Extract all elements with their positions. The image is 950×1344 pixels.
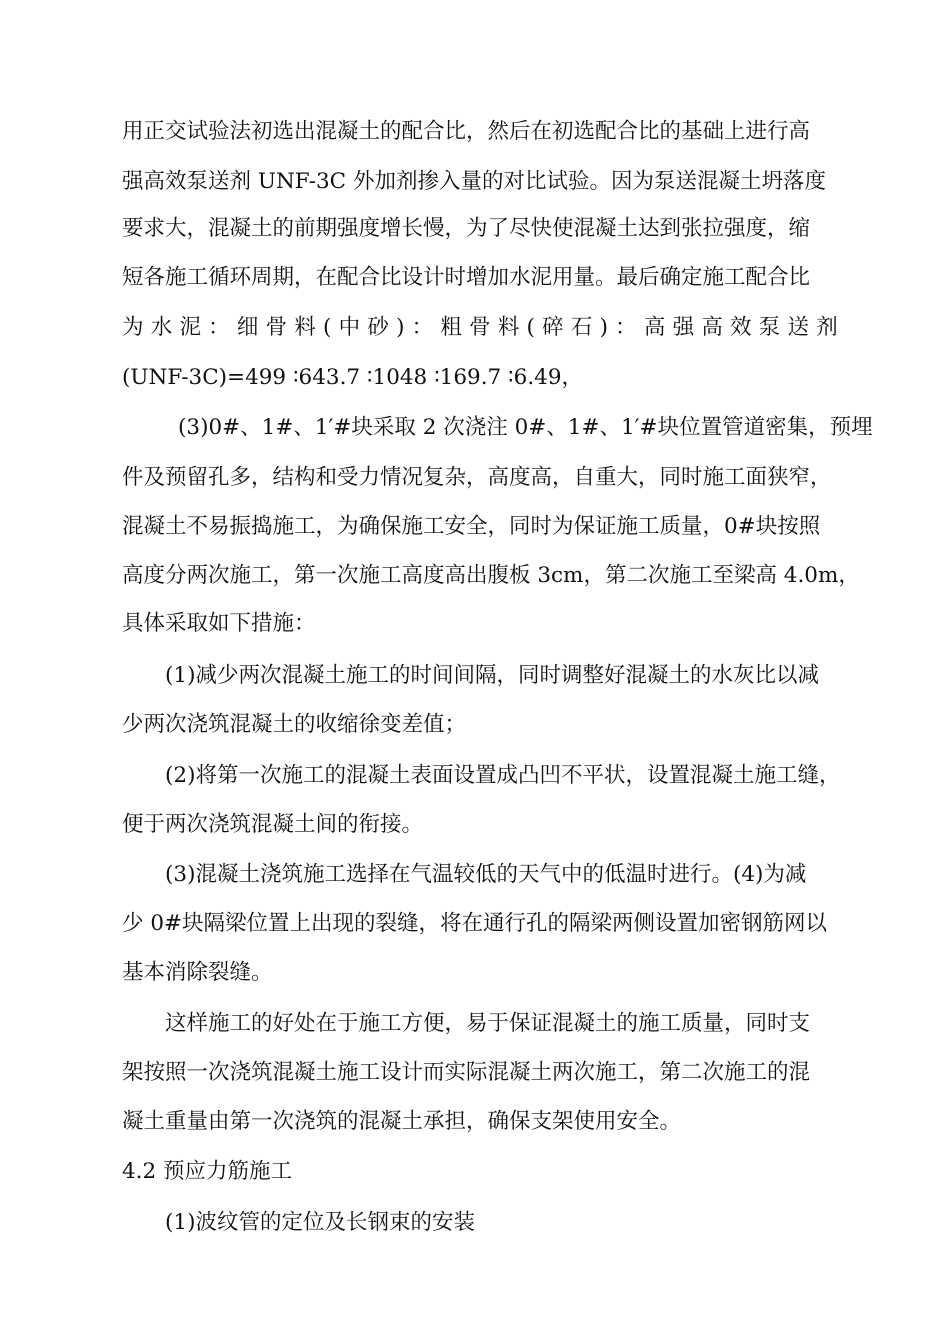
glyph: ( bbox=[323, 315, 332, 340]
text-line: 用正交试验法初选出混凝土的配合比，然后在初选配合比的基础上进行高 bbox=[122, 119, 811, 144]
paragraph-first-line: (3)混凝土浇筑施工选择在气温较低的天气中的低温时进行。(4)为减 bbox=[165, 862, 807, 887]
glyph: 效 bbox=[730, 315, 752, 340]
glyph: 骨 bbox=[469, 315, 491, 340]
glyph: 骨 bbox=[265, 315, 288, 340]
text-line-justified bbox=[122, 308, 838, 348]
glyph: 水 bbox=[150, 315, 173, 340]
text-line: 便于两次浇筑混凝土间的衔接。 bbox=[122, 812, 424, 837]
glyph: 剂 bbox=[816, 315, 838, 340]
glyph: 泥 bbox=[179, 315, 201, 340]
subsection-heading: (1)波纹管的定位及长钢束的安装 bbox=[165, 1210, 475, 1235]
glyph: 粗 bbox=[440, 315, 462, 340]
glyph: ( bbox=[526, 315, 535, 340]
text-line: (UNF-3C)=499 ∶643.7 ∶1048 ∶169.7 ∶6.49， bbox=[122, 365, 584, 390]
paragraph-first-line: 这样施工的好处在于施工方便，易于保证混凝土的施工质量，同时支 bbox=[165, 1011, 811, 1036]
glyph: 高 bbox=[701, 315, 723, 340]
glyph: ： bbox=[208, 315, 230, 340]
text-line: 件及预留孔多，结构和受力情况复杂，高度高，自重大，同时施工面狭窄， bbox=[122, 465, 832, 490]
paragraph-first-line: (2)将第一次施工的混凝土表面设置成凸凹不平状，设置混凝土施工缝， bbox=[165, 763, 841, 788]
text-line: 混凝土不易振捣施工，为确保施工安全，同时为保证施工质量，0#块按照 bbox=[122, 514, 821, 539]
glyph: ： bbox=[615, 315, 637, 340]
glyph: 料 bbox=[294, 315, 316, 340]
text-line: 短各施工循环周期，在配合比设计时增加水泥用量。最后确定施工配合比 bbox=[122, 265, 811, 290]
glyph: 砂 bbox=[367, 315, 389, 340]
text-line: 高度分两次施工，第一次施工高度高出腹板 3cm，第二次施工至梁高 4.0m， bbox=[122, 563, 860, 588]
glyph: 碎 bbox=[542, 315, 564, 340]
text-line: 凝土重量由第一次浇筑的混凝土承担，确保支架使用安全。 bbox=[122, 1109, 682, 1134]
text-line: 具体采取如下措施： bbox=[122, 611, 316, 636]
text-line: 少 0#块隔梁位置上出现的裂缝，将在通行孔的隔梁两侧设置加密钢筋网以 bbox=[122, 911, 828, 936]
glyph: 送 bbox=[787, 315, 809, 340]
text-line: 要求大，混凝土的前期强度增长慢，为了尽快使混凝土达到张拉强度，缩 bbox=[122, 216, 811, 241]
glyph: 中 bbox=[338, 315, 361, 340]
section-heading: 4.2 预应力筋施工 bbox=[122, 1159, 293, 1184]
glyph: 石 bbox=[570, 315, 593, 340]
text-line: 基本消除裂缝。 bbox=[122, 960, 273, 985]
glyph: ) bbox=[599, 315, 608, 340]
paragraph-first-line: (1)减少两次混凝土施工的时间间隔，同时调整好混凝土的水灰比以减 bbox=[165, 663, 819, 688]
glyph: ： bbox=[411, 315, 434, 340]
text-line: 少两次浇筑混凝土的收缩徐变差值； bbox=[122, 712, 467, 737]
glyph: 细 bbox=[236, 315, 259, 340]
glyph: 为 bbox=[122, 315, 144, 340]
text-line: 架按照一次浇筑混凝土施工设计而实际混凝土两次施工，第二次施工的混 bbox=[122, 1060, 811, 1085]
glyph: 强 bbox=[672, 315, 695, 340]
glyph: ) bbox=[396, 315, 405, 340]
glyph: 料 bbox=[497, 315, 520, 340]
paragraph-first-line: (3)0#、1#、1′#块采取 2 次浇注 0#、1#、1′#块位置管道密集，预埋 bbox=[178, 415, 873, 440]
text-line: 强高效泵送剂 UNF-3C 外加剂掺入量的对比试验。因为泵送混凝土坍落度 bbox=[122, 169, 826, 194]
glyph: 泵 bbox=[758, 315, 781, 340]
glyph: 高 bbox=[643, 315, 666, 340]
